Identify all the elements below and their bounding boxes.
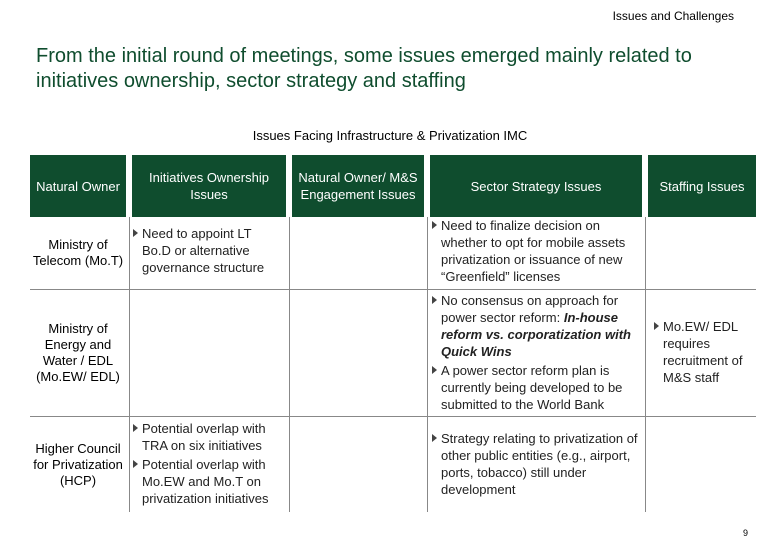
bullet-arrow-icon xyxy=(654,322,659,330)
list-item: Need to appoint LT Bo.D or alternative governance structure xyxy=(133,225,283,276)
staffing-issues-moew xyxy=(654,318,754,388)
list-item: A power sector reform plan is currently being developed to be submitted to the World Bank xyxy=(432,362,646,413)
list-item: Mo.EW/ EDL requires recruitment of M&S staff xyxy=(654,318,754,386)
bullet-arrow-icon xyxy=(432,296,437,304)
strategy-issues-moew xyxy=(432,292,646,415)
column-header-natural-owner: Natural Owner xyxy=(30,155,126,217)
row-label-mot: Ministry of Telecom (Mo.T) xyxy=(32,237,124,268)
bullet-arrow-icon xyxy=(133,424,138,432)
column-divider xyxy=(427,217,428,512)
slide-headline: From the initial round of meetings, some issues emerged mainly related to initiatives ownership, sector strategy and staffing xyxy=(36,45,692,92)
row-label-moew: Ministry of Energy and Water / EDL (Mo.EW/ EDL) xyxy=(36,321,120,384)
ownership-issues-hcp xyxy=(133,420,285,509)
ownership-issues-mot xyxy=(133,225,283,278)
bullet-arrow-icon xyxy=(432,221,437,229)
column-header-strategy-issues: Sector Strategy Issues xyxy=(430,155,642,217)
strategy-issues-hcp xyxy=(432,430,646,500)
table-title: Issues Facing Infrastructure & Privatization IMC xyxy=(252,128,528,143)
column-header-ownership-issues: Initiatives Ownership Issues xyxy=(132,155,286,217)
bullet-arrow-icon xyxy=(133,460,138,468)
column-header-staffing-issues: Staffing Issues xyxy=(648,155,756,217)
row-label-hcp: Higher Council for Privatization (HCP) xyxy=(33,441,123,488)
list-item: Need to finalize decision on whether to opt for mobile assets privatization or issuance of new “Greenfield” licenses xyxy=(432,217,646,285)
row-divider xyxy=(30,289,756,290)
list-item: Potential overlap with Mo.EW and Mo.T on privatization initiatives xyxy=(133,456,285,507)
list-item: No consensus on approach for power sector reform: In-house reform vs. corporatization with Quick Wins xyxy=(432,292,646,360)
row-divider xyxy=(30,416,756,417)
section-label: Issues and Challenges xyxy=(612,9,734,23)
column-header-engagement-issues: Natural Owner/ M&S Engagement Issues xyxy=(292,155,424,217)
strategy-issues-mot xyxy=(432,217,646,287)
bullet-arrow-icon xyxy=(133,229,138,237)
bullet-arrow-icon xyxy=(432,434,437,442)
column-divider xyxy=(289,217,290,512)
bullet-arrow-icon xyxy=(432,366,437,374)
page-number: 9 xyxy=(742,528,748,538)
list-item: Potential overlap with TRA on six initiatives xyxy=(133,420,285,454)
list-item: Strategy relating to privatization of other public entities (e.g., airport, ports, tobacco) still under development xyxy=(432,430,646,498)
column-divider xyxy=(129,217,130,512)
